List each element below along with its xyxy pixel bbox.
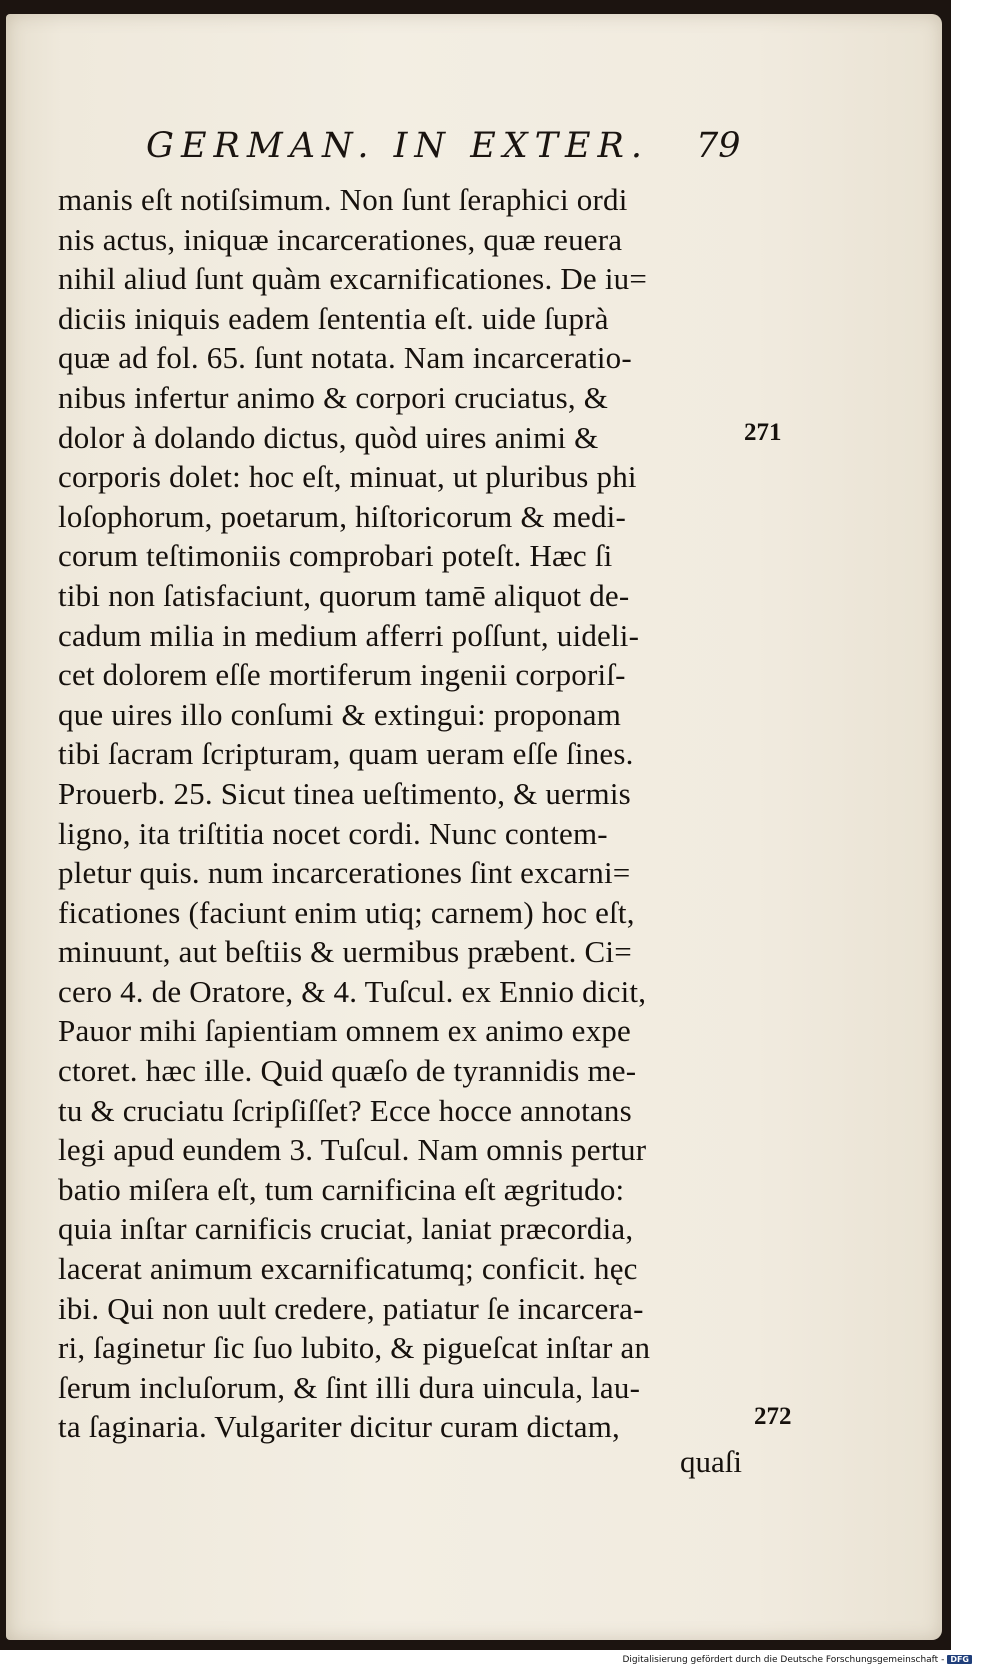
running-title: GERMAN. IN EXTER. <box>146 126 650 166</box>
text-line: quia inſtar carnificis cruciat, laniat præcordia, <box>58 1211 634 1247</box>
text-line: ta ſaginaria. Vulgariter dicitur curam dictam, <box>58 1409 620 1445</box>
text-line: nis actus, iniquæ incarcerationes, quæ reuera <box>58 221 623 257</box>
page-number: 79 <box>696 126 741 166</box>
text-line: loſophorum, poetarum, hiſtoricorum & medi- <box>58 498 627 534</box>
text-line: ficationes (faciunt enim utiq; carnem) hoc eſt, <box>58 894 635 930</box>
text-line: cet dolorem eſſe mortiferum ingenii corporiſ- <box>58 657 626 693</box>
text-line: corporis dolet: hoc eſt, minuat, ut pluribus phi <box>58 459 637 495</box>
text-line: ibi. Qui non uult credere, patiatur ſe incarcera- <box>58 1290 644 1326</box>
text-line: tibi ſacram ſcripturam, quam ueram eſſe ſines. <box>58 736 634 772</box>
text-line: pletur quis. num incarcerationes ſint excarni= <box>58 855 631 891</box>
catchword: quaſi <box>680 1444 742 1479</box>
text-line: ri, ſaginetur ſic ſuo lubito, & pigueſcat inſtar an <box>58 1330 651 1366</box>
text-line: ligno, ita triſtitia nocet cordi. Nunc contem- <box>58 815 608 851</box>
text-line: legi apud eundem 3. Tuſcul. Nam omnis pertur <box>58 1132 647 1168</box>
text-line: que uires illo conſumi & extingui: proponam <box>58 696 622 732</box>
text-line: manis eſt notiſsimum. Non ſunt ſeraphici ordi <box>58 182 628 217</box>
text-line: nihil aliud ſunt quàm excarnificationes. De iu= <box>58 261 648 297</box>
margin-note-272: 272 <box>754 1403 792 1430</box>
text-line: minuunt, aut beſtiis & uermibus præbent. Ci= <box>58 934 632 970</box>
text-line: ctoret. hæc ille. Quid quæſo de tyrannidis me- <box>58 1053 637 1089</box>
text-line: corum teſtimoniis comprobari poteſt. Hæc ſi <box>58 538 613 574</box>
text-line: ſerum incluſorum, & ſint illi dura uincula, lau- <box>58 1369 641 1405</box>
digitization-credit <box>622 1655 972 1665</box>
credit-text: Digitalisierung gefördert durch die Deutsche Forschungsgemeinschaft - <box>622 1655 945 1665</box>
body-text <box>58 180 758 1447</box>
text-line: lacerat animum excarnificatumq; conficit. hęc <box>58 1251 638 1287</box>
text-line: tibi non ſatisfaciunt, quorum tamē aliquot de- <box>58 577 630 613</box>
book-page <box>6 14 942 1640</box>
text-line: dolor à dolando dictus, quòd uires animi & <box>58 419 599 455</box>
text-line: cadum milia in medium afferri poſſunt, uideli- <box>58 617 640 653</box>
text-line: tu & cruciatu ſcripſiſſet? Ecce hocce annotans <box>58 1092 632 1128</box>
text-line: quæ ad fol. 65. ſunt notata. Nam incarceratio- <box>58 340 632 376</box>
text-line: nibus infertur animo & corpori cruciatus, & <box>58 379 609 415</box>
text-line: cero 4. de Oratore, & 4. Tuſcul. ex Ennio dicit, <box>58 973 647 1009</box>
text-line: Pauor mihi ſapientiam omnem ex animo expe <box>58 1013 631 1049</box>
text-line: batio miſera eſt, tum carnificina eſt ægritudo: <box>58 1171 625 1207</box>
text-line: diciis iniquis eadem ſententia eſt. uide ſuprà <box>58 300 609 336</box>
text-line: Prouerb. 25. Sicut tinea ueſtimento, & uermis <box>58 775 631 811</box>
dfg-logo: DFG <box>947 1655 972 1664</box>
margin-note-271: 271 <box>744 419 782 446</box>
